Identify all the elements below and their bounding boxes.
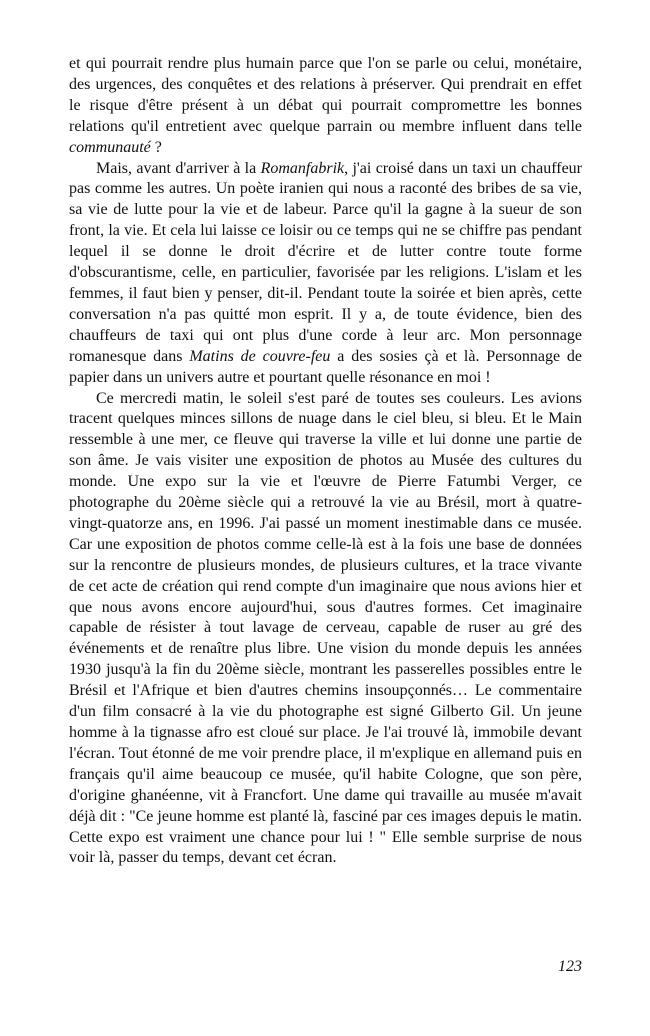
paragraph-1-text-a: et qui pourrait rendre plus humain parce que l'on se parle ou celui, monétaire, des urgences, des conquêtes et des relations à préserver. Qui prendrait en effet le risque d'être présent à un débat qui pourrait compromettre les bonnes relations qu'il entretient avec quelque parrain ou membre influent dans telle [69,55,582,135]
paragraph-continuation [69,54,582,159]
paragraph-2-italic-book-title: Matins de couvre-feu [189,347,331,365]
paragraph-1-text-b: ? [150,138,162,156]
paragraph-2-italic-romanfabrik: Romanfabrik [260,159,345,177]
paragraph-taxi-poet [69,159,582,389]
page-number: 123 [558,958,582,975]
paragraph-1-italic-communaute: communauté [69,138,151,156]
paragraph-2-text-c: a des sosies çà et là. Personnage de papier dans un univers autre et pourtant quelle résonance en moi ! [69,347,583,386]
paragraph-3-text: Ce mercredi matin, le soleil s'est paré de toutes ses couleurs. Les avions tracent quelques minces sillons de nuage dans le ciel bleu, si bleu. Et le Main ressemble à une mer, ce fleuve qui traverse la ville et lui donne une partie de son âme. Je vais visiter une exposition de photos au Musée des cultures du monde. Une expo sur la vie et l'œuvre de Pierre Fatumbi Verger, ce photographe du 20ème siècle qui a retrouvé la vie au Brésil, mort à quatre-vingt-quatorze ans, en 1996. J'ai passé un moment inestimable dans ce musée. Car une exposition de photos comme celle-là est à la fois une base de données sur la rencontre de plusieurs mondes, de plusieurs cultures, et la trace vivante de cet acte de création qui rend compte d'un imaginaire que nous avions hier et que nous avons encore aujourd'hui, sous d'autres formes. Cet imaginaire capable de résister à tout lavage de cerveau, capable de ruser au gré des événements et de renaître plus libre. Une vision du monde depuis les années 1930 jusqu'à la fin du 20ème siècle, montrant les passerelles possibles entre le Brésil et l'Afrique et bien d'autres chemins insoupçonnés… Le commentaire d'un film consacré à la vie du photographe est signé Gilberto Gil. Un jeune homme à la tignasse afro est cloué sur place. Je l'ai trouvé là, immobile devant l'écran. Tout étonné de me voir prendre place, il m'explique en allemand puis en français qu'il aime beaucoup ce musée, qu'il habite Cologne, que son père, d'origine ghanéenne, vit à Francfort. Une dame qui travaille au musée m'avait déjà dit : "Ce jeune homme est planté là, fasciné par ces images depuis le matin. Cette expo est vraiment une chance pour lui ! " Elle semble surprise de nous voir là, passer du temps, devant cet écran. [69,389,582,867]
paragraph-2-text-b: , j'ai croisé dans un taxi un chauffeur pas comme les autres. Un poète iranien qui nous a raconté des bribes de sa vie, sa vie de lutte pour la vie et de labeur. Parce qu'il la gagne à la sueur de son front, la vie. Et cela lui laisse ce loisir ou ce temps qui ne se chiffre pas pendant lequel il se donne le droit d'écrire et de lutter contre toute forme d'obscurantisme, celle, en particulier, favorisée par les religions. L'islam et les femmes, il faut bien y penser, dit-il. Pendant toute la soirée et bien après, cette conversation n'a pas quitté mon esprit. Il y a, de toute évidence, bien des chauffeurs de taxi qui ont plus d'une corde à leur arc. Mon personnage romanesque dans [69,159,582,365]
page-body [69,54,582,869]
paragraph-2-text-a: Mais, avant d'arriver à la [96,159,261,177]
paragraph-museum-visit [69,389,582,870]
